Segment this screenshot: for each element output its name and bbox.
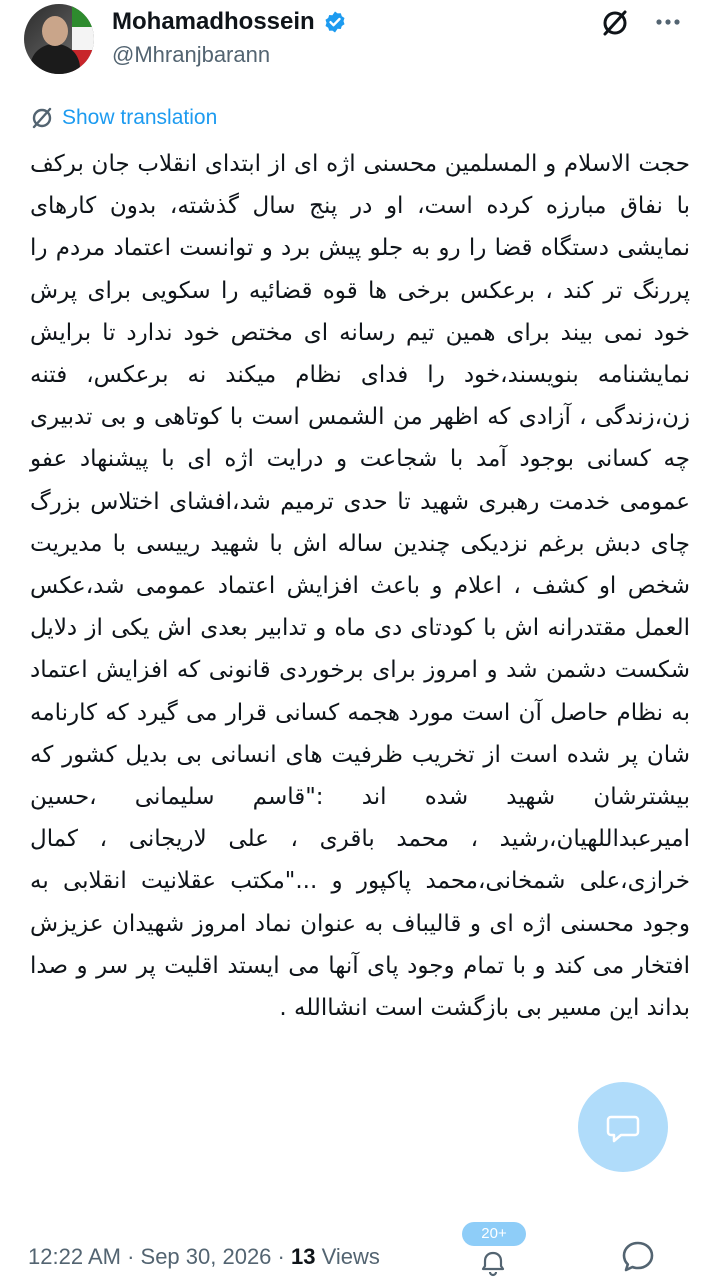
user-handle[interactable]: @Mhranjbarann	[112, 42, 271, 67]
tweet-meta	[28, 1244, 380, 1270]
name-row	[112, 8, 347, 36]
views-count: 13	[290, 1244, 316, 1269]
translate-icon	[30, 106, 54, 130]
meta-separator: ·	[120, 1244, 141, 1269]
avatar-head	[42, 16, 68, 46]
avatar[interactable]	[24, 4, 94, 74]
tweet-date[interactable]: Sep 30, 2026	[140, 1244, 272, 1269]
meta-separator-2: ·	[271, 1244, 291, 1269]
notification-badge[interactable]: 20+	[462, 1222, 526, 1246]
compose-reply-button[interactable]	[578, 1082, 668, 1172]
grok-icon[interactable]	[600, 8, 630, 38]
views-label: Views	[315, 1244, 380, 1269]
show-translation-link[interactable]	[30, 106, 217, 130]
tweet-header	[0, 0, 707, 90]
more-icon[interactable]	[650, 4, 686, 40]
tweet-time[interactable]: 12:22 AM	[28, 1244, 121, 1269]
bell-icon[interactable]	[478, 1248, 508, 1278]
tweet-text: حجت الاسلام و المسلمین محسنی اژه ای از ابتدای انقلاب جان برکف با نفاق مبارزه کرده است، او در پنج سال گذشته، بدون کارهای نمایشی دستگاه قضا را رو به جلو پیش برد و توانست اعتماد مردم را پررنگ تر کند ، برعکس برخی ها قوه قضائیه را سکویی برای پرش خود نمی بیند برای همین تیم رسانه ای مختص خود ندارد تا برایش نمایشنامه بنویسند،خود را فدای نظام میکند نه برعکس، فتنه زن،زندگی ، آزادی که اظهر من الشمس است با کوتاهی و بی تدبیری چه کسانی بوجود آمد با شجاعت و درایت اژه ای با پیشنهاد عفو عمومی خدمت رهبری شهید تا حدی ترمیم شد،افشای اختلاس بزرگ چای دبش برغم نزدیکی چندین ساله اش با شهید رییسی با مدیریت شخص او کشف ، اعلام و باعث افزایش اعتماد عمومی شد،عکس العمل مقتدرانه اش با کودتای دی ماه و تدابیر بعدی اش یکی از دلایل شکست دشمن شد و امروز برای برخوردی قانونی که افزایش اعتماد به نظام حاصل آن است مورد هجمه کسانی قرار می گیرد که کارنامه شان پر شده است از تخریب ظرفیت های انسانی بی بدیل کشور که بیشترشان شهید شده اند :"قاسم سلیمانی ،حسین امیرعبداللهیان،رشید ، محمد باقری ، علی لاریجانی ، کمال خرازی،علی شمخانی،محمد پاکپور و ..."مکتب عقلانیت انقلابی به وجود محسنی اژه ای و قالیباف به عنوان نماد امروز شهیدان عزیزش افتخار می کند و با تمام وجود پای آنها می ایستد اقلیت پر سر و صدا بداند این مسیر بی بازگشت است انشاالله .	[30, 151, 690, 1022]
verified-badge-icon	[323, 10, 347, 34]
reply-icon[interactable]	[618, 1236, 658, 1276]
show-translation-label[interactable]: Show translation	[62, 106, 218, 129]
display-name[interactable]: Mohamadhossein	[112, 8, 315, 35]
chat-bubble-icon	[603, 1107, 643, 1147]
